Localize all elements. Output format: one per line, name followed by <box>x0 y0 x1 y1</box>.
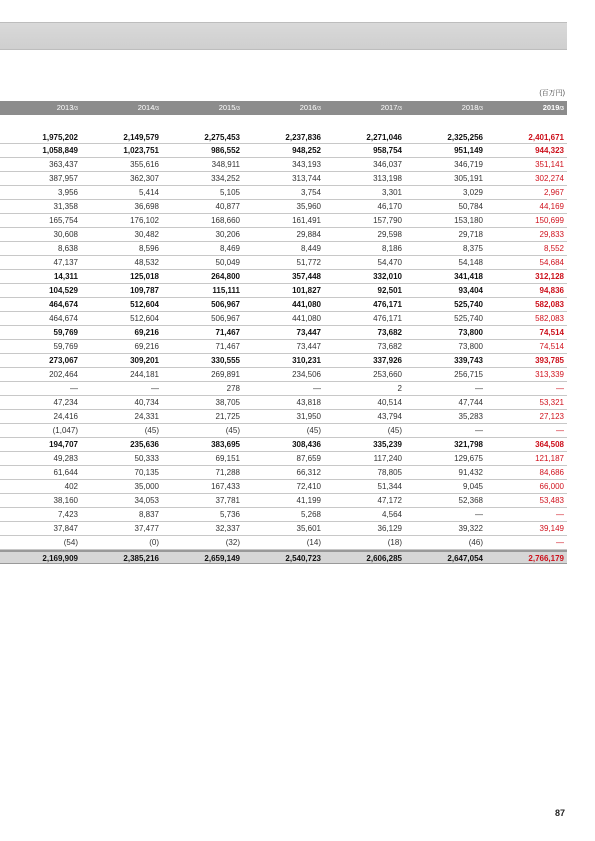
table-cell: 37,477 <box>134 524 159 533</box>
table-cell: 71,288 <box>215 468 240 477</box>
table-cell: 87,659 <box>296 454 321 463</box>
table-cell: 244,181 <box>130 370 159 379</box>
year-header-2013: 2013/3 <box>56 103 78 112</box>
table-row <box>0 228 567 242</box>
table-cell: 93,404 <box>458 286 483 295</box>
table-cell: 40,877 <box>215 202 240 211</box>
table-cell: 2,659,149 <box>204 554 240 563</box>
table-cell: 50,784 <box>458 202 483 211</box>
table-cell: 364,508 <box>535 440 564 449</box>
table-cell: 47,172 <box>377 496 402 505</box>
table-cell: 256,715 <box>454 370 483 379</box>
table-cell: 37,847 <box>53 524 78 533</box>
year-header-2018: 2018/3 <box>461 103 483 112</box>
table-row <box>0 438 567 452</box>
table-cell: 308,436 <box>292 440 321 449</box>
table-cell: 4,564 <box>381 510 402 519</box>
table-cell: 506,967 <box>211 300 240 309</box>
unit-label: (百万円) <box>539 90 565 97</box>
table-cell: 53,483 <box>539 496 564 505</box>
table-cell: 269,891 <box>211 370 240 379</box>
table-cell: — <box>556 510 564 519</box>
table-cell: 39,149 <box>539 524 564 533</box>
table-cell: 129,675 <box>454 454 483 463</box>
table-cell: 194,707 <box>49 440 78 449</box>
year-header-2019: 2019/3 <box>542 103 564 112</box>
table-cell: 944,323 <box>535 146 564 155</box>
table-cell: — <box>151 384 159 393</box>
table-cell: 35,283 <box>458 412 483 421</box>
table-cell: 109,787 <box>130 286 159 295</box>
table-cell: 958,754 <box>373 146 402 155</box>
table-cell: 51,344 <box>377 482 402 491</box>
table-cell: 1,023,751 <box>123 146 159 155</box>
table-row <box>0 382 567 396</box>
table-cell: 121,187 <box>535 454 564 463</box>
table-cell: 464,674 <box>49 314 78 323</box>
table-cell: 94,836 <box>539 286 564 295</box>
table-cell: 253,660 <box>373 370 402 379</box>
table-cell: 153,180 <box>454 216 483 225</box>
table-cell: 157,790 <box>373 216 402 225</box>
table-cell: 101,827 <box>292 286 321 295</box>
table-cell: 512,604 <box>130 300 159 309</box>
table-cell: 525,740 <box>454 314 483 323</box>
table-cell: 71,467 <box>215 342 240 351</box>
table-cell: 341,418 <box>454 272 483 281</box>
table-cell: 2 <box>397 384 402 393</box>
table-cell: 31,950 <box>296 412 321 421</box>
table-row <box>0 270 567 284</box>
table-cell: 2,275,453 <box>204 133 240 142</box>
table-cell: 73,682 <box>377 342 402 351</box>
table-cell: (45) <box>225 426 240 435</box>
financial-table <box>0 129 567 564</box>
table-cell: 46,170 <box>377 202 402 211</box>
table-row <box>0 396 567 410</box>
table-row <box>0 242 567 256</box>
table-cell: (18) <box>387 538 402 547</box>
table-cell: 70,135 <box>134 468 159 477</box>
table-row <box>0 256 567 270</box>
table-cell: 21,725 <box>215 412 240 421</box>
table-cell: 69,216 <box>134 342 159 351</box>
table-cell: — <box>556 426 564 435</box>
table-cell: — <box>556 384 564 393</box>
table-cell: 35,601 <box>296 524 321 533</box>
table-cell: 8,375 <box>462 244 483 253</box>
table-cell: 40,514 <box>377 398 402 407</box>
table-cell: 351,141 <box>535 160 564 169</box>
table-cell: 525,740 <box>454 300 483 309</box>
table-cell: 24,331 <box>134 412 159 421</box>
table-cell: 2,169,909 <box>42 554 78 563</box>
table-cell: 202,464 <box>49 370 78 379</box>
table-row <box>0 466 567 480</box>
table-cell: 948,252 <box>292 146 321 155</box>
table-cell: 3,956 <box>57 188 78 197</box>
table-cell: 5,268 <box>300 510 321 519</box>
table-row <box>0 354 567 368</box>
table-cell: 71,467 <box>215 328 240 337</box>
table-cell: 32,337 <box>215 524 240 533</box>
table-cell: 167,433 <box>211 482 240 491</box>
table-cell: 54,470 <box>377 258 402 267</box>
table-cell: 986,552 <box>211 146 240 155</box>
table-cell: 73,447 <box>296 342 321 351</box>
table-cell: 54,684 <box>539 258 564 267</box>
table-row <box>0 494 567 508</box>
table-cell: 8,186 <box>381 244 402 253</box>
table-cell: 53,321 <box>539 398 564 407</box>
table-cell: 393,785 <box>535 356 564 365</box>
table-row <box>0 536 567 550</box>
table-cell: 441,080 <box>292 300 321 309</box>
table-cell: 91,432 <box>458 468 483 477</box>
table-cell: 161,491 <box>292 216 321 225</box>
table-row <box>0 452 567 466</box>
year-header-2014: 2014/3 <box>137 103 159 112</box>
table-cell: 51,772 <box>296 258 321 267</box>
table-cell: 176,102 <box>130 216 159 225</box>
table-cell: 346,037 <box>373 160 402 169</box>
table-cell: 54,148 <box>458 258 483 267</box>
table-cell: 2,237,836 <box>285 133 321 142</box>
table-cell: 5,736 <box>219 510 240 519</box>
table-cell: 66,312 <box>296 468 321 477</box>
table-cell: 343,193 <box>292 160 321 169</box>
table-cell: 355,616 <box>130 160 159 169</box>
table-cell: 8,638 <box>57 244 78 253</box>
year-header-row <box>0 101 567 115</box>
table-cell: 59,769 <box>53 328 78 337</box>
table-cell: 168,660 <box>211 216 240 225</box>
table-cell: (45) <box>144 426 159 435</box>
table-total-row <box>0 550 567 564</box>
table-cell: 464,674 <box>49 300 78 309</box>
table-row <box>0 522 567 536</box>
table-cell: 29,718 <box>458 230 483 239</box>
table-cell: 235,636 <box>130 440 159 449</box>
page-number: 87 <box>554 808 565 818</box>
table-cell: 66,000 <box>539 482 564 491</box>
table-row <box>0 200 567 214</box>
table-cell: 337,926 <box>373 356 402 365</box>
table-cell: 312,128 <box>535 272 564 281</box>
table-cell: 2,401,671 <box>528 133 564 142</box>
table-cell: 3,754 <box>300 188 321 197</box>
table-cell: 73,800 <box>458 328 483 337</box>
table-row <box>0 172 567 186</box>
table-cell: 8,837 <box>138 510 159 519</box>
table-cell: 50,049 <box>215 258 240 267</box>
table-cell: 2,271,046 <box>366 133 402 142</box>
table-row <box>0 312 567 326</box>
table-cell: 305,191 <box>454 174 483 183</box>
table-cell: 8,449 <box>300 244 321 253</box>
table-cell: 74,514 <box>539 342 564 351</box>
table-cell: 234,506 <box>292 370 321 379</box>
table-cell: (45) <box>306 426 321 435</box>
table-cell: 264,800 <box>211 272 240 281</box>
table-row <box>0 214 567 228</box>
table-row <box>0 129 567 144</box>
table-cell: (0) <box>149 538 159 547</box>
table-cell: 8,469 <box>219 244 240 253</box>
table-cell: 41,199 <box>296 496 321 505</box>
table-row <box>0 410 567 424</box>
table-cell: 2,967 <box>543 188 564 197</box>
table-cell: 8,552 <box>543 244 564 253</box>
table-cell: 346,719 <box>454 160 483 169</box>
table-cell: 476,171 <box>373 314 402 323</box>
table-cell: 278 <box>226 384 240 393</box>
table-cell: 383,695 <box>211 440 240 449</box>
table-cell: 84,686 <box>539 468 564 477</box>
table-row <box>0 158 567 172</box>
table-row <box>0 186 567 200</box>
table-cell: — <box>556 538 564 547</box>
table-cell: 441,080 <box>292 314 321 323</box>
table-cell: 34,053 <box>134 496 159 505</box>
table-cell: 104,529 <box>49 286 78 295</box>
table-cell: 332,010 <box>373 272 402 281</box>
table-cell: 363,437 <box>49 160 78 169</box>
table-cell: 59,769 <box>53 342 78 351</box>
table-cell: 273,067 <box>49 356 78 365</box>
table-cell: (45) <box>387 426 402 435</box>
table-cell: 387,957 <box>49 174 78 183</box>
table-cell: 309,201 <box>130 356 159 365</box>
table-cell: 29,598 <box>377 230 402 239</box>
table-cell: 30,608 <box>53 230 78 239</box>
table-cell: 73,447 <box>296 328 321 337</box>
table-cell: 302,274 <box>535 174 564 183</box>
table-cell: 73,800 <box>458 342 483 351</box>
table-row <box>0 340 567 354</box>
table-cell: 30,482 <box>134 230 159 239</box>
table-cell: (46) <box>468 538 483 547</box>
table-cell: 30,206 <box>215 230 240 239</box>
table-cell: 61,644 <box>53 468 78 477</box>
table-cell: 2,325,256 <box>447 133 483 142</box>
table-cell: 330,555 <box>211 356 240 365</box>
table-cell: 5,105 <box>219 188 240 197</box>
table-cell: 72,410 <box>296 482 321 491</box>
table-cell: 2,149,579 <box>123 133 159 142</box>
table-cell: 37,781 <box>215 496 240 505</box>
table-row <box>0 284 567 298</box>
table-cell: 2,385,216 <box>123 554 159 563</box>
table-cell: 1,058,849 <box>42 146 78 155</box>
table-row <box>0 424 567 438</box>
table-cell: 49,283 <box>53 454 78 463</box>
table-cell: 29,884 <box>296 230 321 239</box>
table-cell: 476,171 <box>373 300 402 309</box>
table-cell: 69,216 <box>134 328 159 337</box>
table-cell: (54) <box>63 538 78 547</box>
table-cell: 5,414 <box>138 188 159 197</box>
table-cell: (32) <box>225 538 240 547</box>
table-cell: 3,301 <box>381 188 402 197</box>
table-cell: 48,532 <box>134 258 159 267</box>
table-cell: 43,818 <box>296 398 321 407</box>
table-cell: 951,149 <box>454 146 483 155</box>
table-cell: — <box>475 510 483 519</box>
table-cell: 29,833 <box>539 230 564 239</box>
table-cell: 40,734 <box>134 398 159 407</box>
table-cell: 2,606,285 <box>366 554 402 563</box>
table-cell: 47,744 <box>458 398 483 407</box>
table-cell: 348,911 <box>211 160 240 169</box>
table-cell: 582,083 <box>535 300 564 309</box>
table-row <box>0 298 567 312</box>
table-row <box>0 368 567 382</box>
table-cell: 47,137 <box>53 258 78 267</box>
table-cell: — <box>313 384 321 393</box>
table-cell: 27,123 <box>539 412 564 421</box>
table-row <box>0 326 567 340</box>
table-cell: 506,967 <box>211 314 240 323</box>
table-cell: 321,798 <box>454 440 483 449</box>
table-cell: 357,448 <box>292 272 321 281</box>
table-cell: 35,000 <box>134 482 159 491</box>
table-cell: 3,029 <box>462 188 483 197</box>
table-cell: 24,416 <box>53 412 78 421</box>
table-cell: 44,169 <box>539 202 564 211</box>
table-cell: 2,766,179 <box>528 554 564 563</box>
table-row <box>0 480 567 494</box>
table-cell: — <box>475 426 483 435</box>
year-header-2017: 2017/3 <box>380 103 402 112</box>
table-cell: 313,198 <box>373 174 402 183</box>
table-cell: 335,239 <box>373 440 402 449</box>
table-row <box>0 508 567 522</box>
table-cell: 92,501 <box>377 286 402 295</box>
table-cell: 512,604 <box>130 314 159 323</box>
table-cell: 74,514 <box>539 328 564 337</box>
table-cell: 313,744 <box>292 174 321 183</box>
table-cell: 38,705 <box>215 398 240 407</box>
table-cell: 78,805 <box>377 468 402 477</box>
table-cell: 14,311 <box>53 272 78 281</box>
table-cell: 339,743 <box>454 356 483 365</box>
table-cell: 313,339 <box>535 370 564 379</box>
top-header-band <box>0 22 567 50</box>
table-cell: 31,358 <box>53 202 78 211</box>
table-cell: 38,160 <box>53 496 78 505</box>
table-cell: 2,540,723 <box>285 554 321 563</box>
year-header-2015: 2015/3 <box>218 103 240 112</box>
table-cell: 9,045 <box>462 482 483 491</box>
table-cell: 43,794 <box>377 412 402 421</box>
table-cell: 165,754 <box>49 216 78 225</box>
table-cell: — <box>475 384 483 393</box>
table-row <box>0 144 567 158</box>
table-cell: (14) <box>306 538 321 547</box>
table-cell: 50,333 <box>134 454 159 463</box>
table-cell: 8,596 <box>138 244 159 253</box>
table-cell: 47,234 <box>53 398 78 407</box>
table-cell: 115,111 <box>212 286 240 295</box>
table-cell: 73,682 <box>377 328 402 337</box>
table-cell: 125,018 <box>130 272 159 281</box>
table-cell: 582,083 <box>535 314 564 323</box>
table-cell: 402 <box>64 482 78 491</box>
table-cell: 117,240 <box>373 454 402 463</box>
table-cell: 362,307 <box>130 174 159 183</box>
table-cell: 52,368 <box>458 496 483 505</box>
year-header-2016: 2016/3 <box>299 103 321 112</box>
table-cell: 150,699 <box>535 216 564 225</box>
table-cell: 35,960 <box>296 202 321 211</box>
table-cell: 2,647,054 <box>447 554 483 563</box>
table-cell: 36,129 <box>377 524 402 533</box>
table-cell: 36,698 <box>134 202 159 211</box>
table-cell: 39,322 <box>458 524 483 533</box>
table-cell: 334,252 <box>211 174 240 183</box>
table-cell: 1,975,202 <box>42 133 78 142</box>
table-cell: 310,231 <box>292 356 321 365</box>
table-cell: 69,151 <box>215 454 240 463</box>
table-cell: 7,423 <box>57 510 78 519</box>
table-cell: (1,047) <box>52 426 78 435</box>
table-cell: — <box>70 384 78 393</box>
